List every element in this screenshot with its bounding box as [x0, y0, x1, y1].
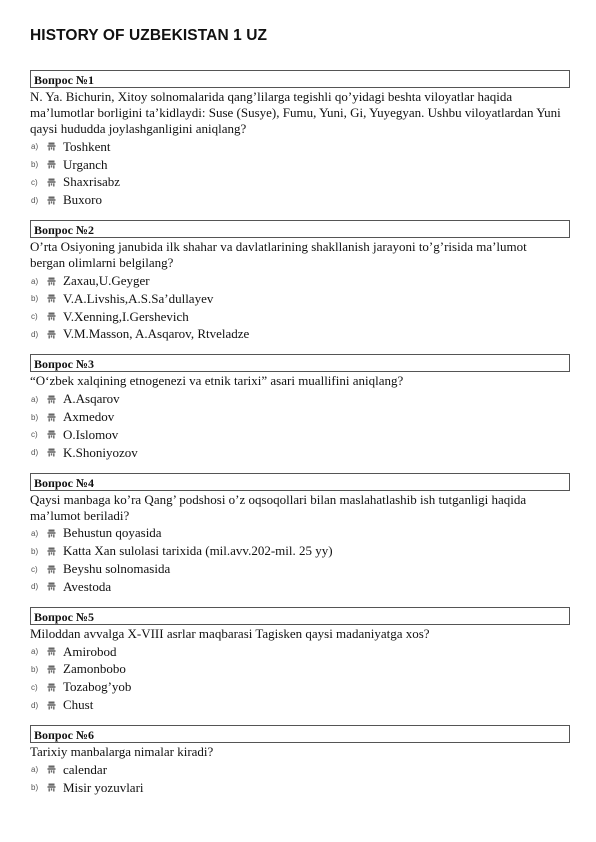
document-page: [30, 26, 570, 808]
option-letter: b): [31, 783, 39, 793]
answer-option[interactable]: [30, 542, 570, 560]
question-header: Вопрос №1: [30, 70, 570, 88]
option-text: Behustun qoyasida: [63, 525, 162, 541]
option-text: Buxoro: [63, 192, 102, 208]
option-text: K.Shoniyozov: [63, 444, 138, 460]
answer-option[interactable]: [30, 661, 570, 679]
option-text: O.Islomov: [63, 426, 119, 442]
answer-option[interactable]: [30, 156, 570, 174]
question-text: O’rta Osiyoning janubida ilk shahar va davlatlarining shakllanish jarayoni to’g’risida ma’lumot bergan olimlarni belgilang?: [30, 239, 527, 271]
option-text: V.A.Livshis,A.S.Sa’dullayev: [63, 290, 214, 306]
document-title: HISTORY OF UZBEKISTAN 1 UZ: [30, 27, 268, 44]
option-text: Zaxau,U.Geyger: [63, 273, 150, 289]
answer-marker-icon[interactable]: [47, 582, 62, 592]
answer-option[interactable]: [30, 560, 570, 578]
answer-option[interactable]: [30, 696, 570, 714]
option-letter: c): [31, 682, 38, 692]
question-text: Qaysi manbaga ko’ra Qang’ podshosi o’z oqsoqollari bilan maslahatlashib ish tutganligi haqida ma’lumot beriladi?: [30, 491, 527, 523]
question-text: Miloddan avvalga X-VIII asrlar maqbarasi Tagisken qaysi madaniyatga xos?: [30, 625, 430, 641]
answer-marker-icon[interactable]: [47, 312, 62, 322]
answer-option[interactable]: [30, 525, 570, 543]
question-block: [30, 354, 570, 461]
question-block: [30, 70, 570, 209]
answer-marker-icon[interactable]: [47, 546, 62, 556]
question-text: N. Ya. Bichurin, Xitoy solnomalarida qang’lilarga tegishli qo’yidagi beshta viloyatlar haqida ma’lumotlar borligini ta’kidlaydi: Suse (Susye), Fumu, Yuni, Gi, Yuyegyan. Ushbu viloyatlardan Yuni qaysi hududda joylashganligini aniqlang?: [30, 89, 561, 136]
answer-option[interactable]: [30, 290, 570, 308]
answer-marker-icon[interactable]: [47, 430, 62, 440]
option-text: calendar: [63, 761, 108, 777]
option-letter: a): [31, 647, 39, 657]
option-letter: d): [31, 448, 39, 458]
option-letter: b): [31, 412, 39, 422]
option-letter: b): [31, 160, 39, 170]
question-header: Вопрос №5: [30, 607, 570, 625]
option-text: Urganch: [63, 156, 108, 172]
option-text: Chust: [63, 697, 94, 713]
option-letter: a): [31, 142, 39, 152]
answer-marker-icon[interactable]: [47, 647, 62, 657]
answer-option[interactable]: [30, 426, 570, 444]
option-letter: a): [31, 765, 39, 775]
option-text: A.Asqarov: [63, 391, 120, 407]
question-header: Вопрос №4: [30, 473, 570, 491]
option-letter: a): [31, 528, 39, 538]
option-letter: d): [31, 700, 39, 710]
answer-option[interactable]: [30, 643, 570, 661]
question-block: [30, 725, 570, 797]
answer-marker-icon[interactable]: [47, 195, 62, 205]
option-text: Toshkent: [63, 138, 111, 154]
answer-marker-icon[interactable]: [47, 412, 62, 422]
option-text: Shaxrisabz: [63, 174, 121, 190]
question-text: “O‘zbek xalqining etnogenezi va etnik tarixi” asari muallifini aniqlang?: [30, 373, 404, 389]
answer-option[interactable]: [30, 174, 570, 192]
question-text: Tarixiy manbalarga nimalar kiradi?: [30, 743, 214, 759]
answer-marker-icon[interactable]: [47, 765, 62, 775]
option-letter: d): [31, 195, 39, 205]
answer-marker-icon[interactable]: [47, 528, 62, 538]
option-text: V.M.Masson, A.Asqarov, Rtveladze: [63, 326, 250, 342]
answer-option[interactable]: [30, 408, 570, 426]
answer-option[interactable]: [30, 678, 570, 696]
question-header: Вопрос №6: [30, 725, 570, 743]
answer-marker-icon[interactable]: [47, 682, 62, 692]
option-text: Amirobod: [63, 643, 117, 659]
answer-marker-icon[interactable]: [47, 294, 62, 304]
option-letter: c): [31, 564, 38, 574]
option-letter: d): [31, 582, 39, 592]
option-text: Zamonbobo: [63, 661, 126, 677]
question-block: [30, 607, 570, 714]
answer-marker-icon[interactable]: [47, 276, 62, 286]
answer-option[interactable]: [30, 138, 570, 156]
answer-marker-icon[interactable]: [47, 700, 62, 710]
option-text: Katta Xan sulolasi tarixida (mil.avv.202-mil. 25 yy): [63, 543, 333, 559]
question-header: Вопрос №2: [30, 220, 570, 238]
option-letter: d): [31, 329, 39, 339]
answer-marker-icon[interactable]: [47, 177, 62, 187]
answer-option[interactable]: [30, 444, 570, 462]
answer-marker-icon[interactable]: [47, 160, 62, 170]
option-letter: b): [31, 546, 39, 556]
option-text: Beyshu solnomasida: [63, 561, 171, 577]
answer-marker-icon[interactable]: [47, 783, 62, 793]
answer-marker-icon[interactable]: [47, 329, 62, 339]
answer-marker-icon[interactable]: [47, 664, 62, 674]
option-letter: c): [31, 430, 38, 440]
option-letter: b): [31, 294, 39, 304]
answer-option[interactable]: [30, 390, 570, 408]
answer-option[interactable]: [30, 761, 570, 779]
question-block: [30, 220, 570, 343]
option-text: Axmedov: [63, 409, 115, 425]
question-header: Вопрос №3: [30, 354, 570, 372]
answer-marker-icon[interactable]: [47, 564, 62, 574]
question-list: [30, 70, 570, 797]
option-text: Avestoda: [63, 578, 112, 594]
answer-marker-icon[interactable]: [47, 142, 62, 152]
option-letter: c): [31, 312, 38, 322]
answer-marker-icon[interactable]: [47, 448, 62, 458]
answer-option[interactable]: [30, 578, 570, 596]
answer-marker-icon[interactable]: [47, 394, 62, 404]
option-text: Tozabog’yob: [63, 679, 132, 695]
option-letter: c): [31, 177, 38, 187]
option-letter: a): [31, 276, 39, 286]
option-letter: a): [31, 394, 39, 404]
question-block: [30, 473, 570, 596]
answer-option[interactable]: [30, 191, 570, 209]
option-text: Misir yozuvlari: [63, 779, 144, 795]
answer-option[interactable]: [30, 779, 570, 797]
answer-option[interactable]: [30, 272, 570, 290]
answer-option[interactable]: [30, 326, 570, 344]
answer-option[interactable]: [30, 308, 570, 326]
option-letter: b): [31, 664, 39, 674]
option-text: V.Xenning,I.Gershevich: [63, 308, 189, 324]
